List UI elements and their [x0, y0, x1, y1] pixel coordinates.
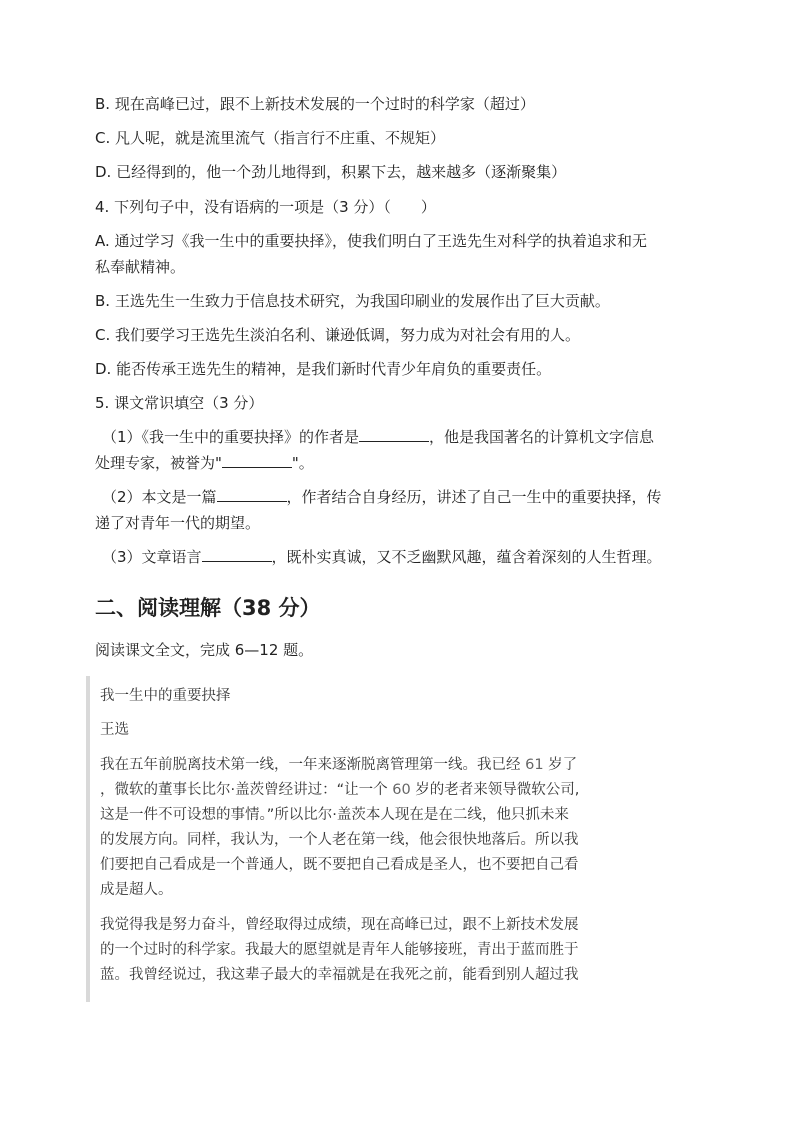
passage-p1-line: 们要把自己看成是一个普通人，既不要把自己看成是圣人，也不要把自己看 [100, 857, 579, 873]
text-run: ，微软的董事长比尔·盖茨曾经讲过：“让一个 [100, 782, 393, 798]
passage-block [86, 676, 635, 1002]
passage-p2-line: 的一个过时的科学家。我最大的愿望就是青年人能够接班，青出于蓝而胜于 [100, 942, 579, 958]
passage-p1-line: 这是一件不可设想的事情。”所以比尔·盖茨本人现在是在二线，他只抓未来 [100, 807, 569, 823]
q5-item3-line1 [102, 547, 662, 567]
q4-option-a-line1: A. 通过学习《我一生中的重要抉择》，使我们明白了王选先生对科学的执着追求和无 [95, 232, 648, 250]
passage-author: 王选 [100, 722, 129, 738]
q4-option-d: D. 能否传承王选先生的精神，是我们新时代青少年肩负的重要责任。 [95, 360, 552, 378]
section-instruction: 阅读课文全文，完成 6—12 题。 [95, 641, 314, 659]
passage-p1-line [100, 755, 577, 775]
passage-p2-line: 我觉得我是努力奋斗，曾经取得过成绩，现在高峰已过，跟不上新技术发展 [100, 917, 579, 933]
q5-item2-line2: 递了对青年一代的期望。 [95, 514, 261, 532]
q3-option-d: D. 已经得到的，他一个劲儿地得到，积累下去，越来越多（逐渐聚集） [95, 163, 567, 181]
passage-p2-line: 蓝。我曾经说过，我这辈子最大的幸福就是在我死之前，能看到别人超过我 [100, 967, 579, 983]
q5-item1-text-c: 处理专家，被誉为" [95, 454, 222, 472]
q5-item1-text-a: （1）《我一生中的重要抉择》的作者是 [102, 428, 360, 446]
title-blank[interactable] [222, 453, 292, 468]
q5-item2-text-b: ，作者结合自身经历，讲述了自己一生中的重要抉择，传 [286, 488, 662, 506]
q3-option-b: B. 现在高峰已过，跟不上新技术发展的一个过时的科学家（超过） [95, 95, 535, 113]
passage-p1-line: 的发展方向。同样，我认为，一个人老在第一线，他会很快地落后。所以我 [100, 832, 579, 848]
passage-p1-line [100, 780, 579, 800]
q5-item2-text-a: （2）本文是一篇 [102, 488, 217, 506]
q3-option-c: C. 凡人呢，就是流里流气（指言行不庄重、不规矩） [95, 129, 446, 147]
passage-p1-line: 成是超人。 [100, 882, 173, 898]
section-title: 二、阅读理解（38 分） [95, 596, 321, 620]
q4-option-a-line2: 私奉献精神。 [95, 258, 186, 276]
text-run: 岁了 [543, 757, 578, 773]
q5-item3-text-b: ，既朴实真诚，又不乏幽默风趣，蕴含着深刻的人生哲理。 [271, 548, 662, 566]
text-run: 我在五年前脱离技术第一线，一年来逐渐脱离管理第一线。我已经 [100, 757, 526, 773]
number-run: 61 [525, 757, 544, 773]
q5-item1-text-d: "。 [291, 454, 314, 472]
q4-stem: 4. 下列句子中，没有语病的一项是（3 分）（ ） [95, 198, 436, 216]
q4-option-c: C. 我们要学习王选先生淡泊名利、谦逊低调，努力成为对社会有用的人。 [95, 326, 581, 344]
q5-item1-line2 [95, 453, 314, 473]
q5-item1-text-b: ，他是我国著名的计算机文字信息 [429, 428, 655, 446]
genre-blank[interactable] [217, 487, 287, 502]
number-run: 60 [392, 782, 411, 798]
q5-stem: 5. 课文常识填空（3 分） [95, 394, 264, 412]
q4-option-b: B. 王选先生一生致力于信息技术研究，为我国印刷业的发展作出了巨大贡献。 [95, 292, 610, 310]
author-blank[interactable] [359, 427, 429, 442]
q5-item3-text-a: （3）文章语言 [102, 548, 202, 566]
q5-item2-line1 [102, 487, 662, 507]
q5-item1-line1 [102, 427, 654, 447]
language-blank[interactable] [202, 547, 272, 562]
text-run: 岁的老者来领导微软公司, [410, 782, 580, 798]
passage-title: 我一生中的重要抉择 [100, 688, 231, 704]
